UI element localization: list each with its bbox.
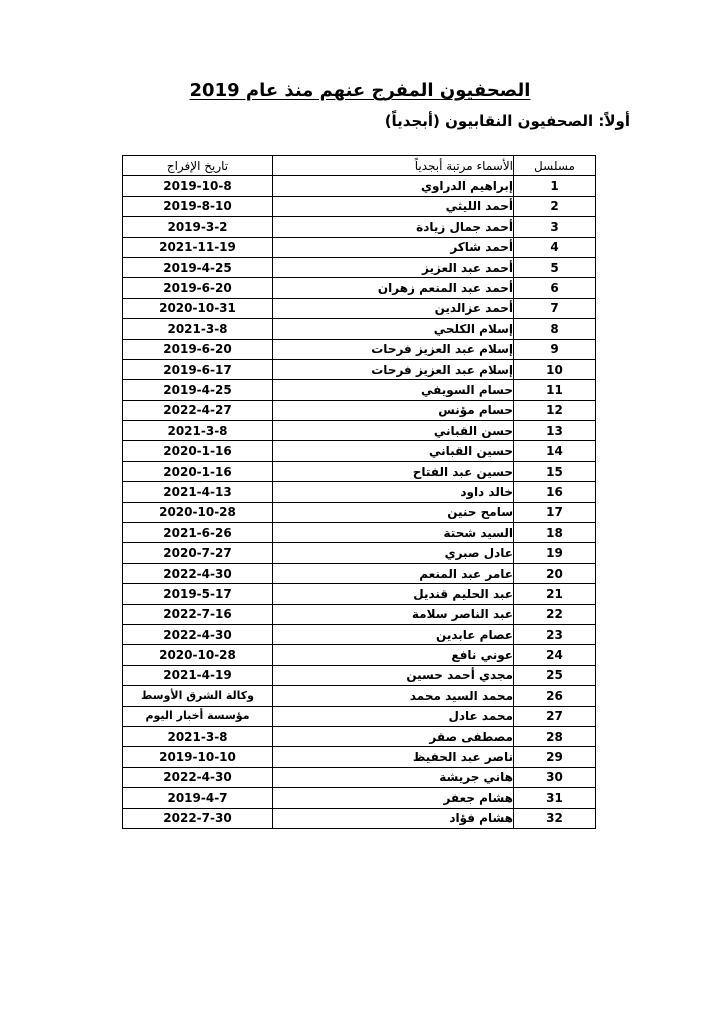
serial-cell: 18 (514, 523, 596, 543)
name-cell: حسن القباني (273, 421, 514, 441)
table-row (123, 767, 596, 787)
serial-cell: 28 (514, 726, 596, 746)
release-date-cell: 2021-3-8 (123, 421, 273, 441)
name-cell: ناصر عبد الحفيظ (273, 747, 514, 767)
release-date-cell: 2019-8-10 (123, 196, 273, 216)
table-row (123, 523, 596, 543)
name-cell: أحمد عزالدين (273, 298, 514, 318)
name-cell: حسام السويفي (273, 380, 514, 400)
serial-cell: 21 (514, 584, 596, 604)
table-row (123, 604, 596, 624)
table-row (123, 278, 596, 298)
release-date-cell: 2020-10-28 (123, 502, 273, 522)
release-date-cell: 2021-3-8 (123, 726, 273, 746)
page-title-text: الصحفيون المفرج عنهم منذ عام 2019 (189, 80, 531, 101)
name-cell: عبد الناصر سلامة (273, 604, 514, 624)
release-date-cell: 2022-4-27 (123, 400, 273, 420)
header-name: الأسماء مرتبة أبجدياً (273, 156, 514, 176)
name-cell: إسلام الكلحي (273, 319, 514, 339)
release-date-cell: 2021-4-13 (123, 482, 273, 502)
serial-cell: 32 (514, 808, 596, 828)
name-cell: خالد داود (273, 482, 514, 502)
release-date-cell: 2022-4-30 (123, 624, 273, 644)
serial-cell: 25 (514, 665, 596, 685)
name-cell: عامر عبد المنعم (273, 563, 514, 583)
table-row (123, 706, 596, 726)
table-row (123, 176, 596, 196)
release-date-cell: 2021-11-19 (123, 237, 273, 257)
release-date-cell: 2019-4-25 (123, 380, 273, 400)
release-date-cell: 2019-3-2 (123, 217, 273, 237)
serial-cell: 7 (514, 298, 596, 318)
release-date-cell: 2020-10-31 (123, 298, 273, 318)
table-row (123, 441, 596, 461)
serial-cell: 26 (514, 686, 596, 706)
section-subtitle: أولاً: الصحفيون النقابيون (أبجدياً) (384, 112, 630, 130)
header-release-date: تاريخ الإفراج (123, 156, 273, 176)
release-date-cell: مؤسسة أخبار اليوم (123, 706, 273, 726)
table-row (123, 624, 596, 644)
table-row (123, 380, 596, 400)
name-cell: محمد عادل (273, 706, 514, 726)
name-cell: هاني جريشة (273, 767, 514, 787)
serial-cell: 15 (514, 461, 596, 481)
serial-cell: 16 (514, 482, 596, 502)
serial-cell: 31 (514, 788, 596, 808)
release-date-cell: 2021-3-8 (123, 319, 273, 339)
name-cell: عوني نافع (273, 645, 514, 665)
table-row (123, 257, 596, 277)
serial-cell: 5 (514, 257, 596, 277)
release-date-cell: 2020-7-27 (123, 543, 273, 563)
serial-cell: 12 (514, 400, 596, 420)
name-cell: حسين عبد الفتاح (273, 461, 514, 481)
release-date-cell: 2019-6-17 (123, 359, 273, 379)
serial-cell: 6 (514, 278, 596, 298)
serial-cell: 2 (514, 196, 596, 216)
table-body (123, 176, 596, 829)
serial-cell: 4 (514, 237, 596, 257)
serial-cell: 29 (514, 747, 596, 767)
page-title (0, 80, 720, 101)
table-row (123, 217, 596, 237)
table-row (123, 400, 596, 420)
serial-cell: 20 (514, 563, 596, 583)
release-date-cell: 2021-6-26 (123, 523, 273, 543)
release-date-cell: 2019-6-20 (123, 339, 273, 359)
serial-cell: 23 (514, 624, 596, 644)
table-row (123, 808, 596, 828)
release-date-cell: 2019-10-8 (123, 176, 273, 196)
table-header-row (123, 156, 596, 176)
name-cell: إسلام عبد العزيز فرحات (273, 339, 514, 359)
serial-cell: 17 (514, 502, 596, 522)
name-cell: أحمد شاكر (273, 237, 514, 257)
table-row (123, 502, 596, 522)
table-row (123, 421, 596, 441)
release-date-cell: 2020-1-16 (123, 461, 273, 481)
serial-cell: 9 (514, 339, 596, 359)
name-cell: حسين القباني (273, 441, 514, 461)
release-date-cell: 2019-6-20 (123, 278, 273, 298)
serial-cell: 3 (514, 217, 596, 237)
table-row (123, 747, 596, 767)
name-cell: هشام فؤاد (273, 808, 514, 828)
table-row (123, 359, 596, 379)
release-date-cell: 2022-7-16 (123, 604, 273, 624)
table-row (123, 726, 596, 746)
release-date-cell: 2022-7-30 (123, 808, 273, 828)
release-date-cell: 2022-4-30 (123, 563, 273, 583)
name-cell: إسلام عبد العزيز فرحات (273, 359, 514, 379)
name-cell: أحمد عبد العزيز (273, 257, 514, 277)
table-row (123, 461, 596, 481)
name-cell: حسام مؤنس (273, 400, 514, 420)
release-date-cell: 2021-4-19 (123, 665, 273, 685)
table-row (123, 645, 596, 665)
release-date-cell: 2020-1-16 (123, 441, 273, 461)
name-cell: إبراهيم الدراوي (273, 176, 514, 196)
table-row (123, 563, 596, 583)
serial-cell: 8 (514, 319, 596, 339)
serial-cell: 27 (514, 706, 596, 726)
release-date-cell: 2019-4-7 (123, 788, 273, 808)
table-row (123, 237, 596, 257)
table-row (123, 482, 596, 502)
release-date-cell: 2019-5-17 (123, 584, 273, 604)
name-cell: هشام جعفر (273, 788, 514, 808)
table-row (123, 584, 596, 604)
name-cell: محمد السيد محمد (273, 686, 514, 706)
serial-cell: 10 (514, 359, 596, 379)
serial-cell: 22 (514, 604, 596, 624)
journalists-table (122, 155, 596, 829)
name-cell: عبد الحليم قنديل (273, 584, 514, 604)
serial-cell: 1 (514, 176, 596, 196)
release-date-cell: 2019-4-25 (123, 257, 273, 277)
release-date-cell: وكالة الشرق الأوسط (123, 686, 273, 706)
serial-cell: 11 (514, 380, 596, 400)
name-cell: أحمد عبد المنعم زهران (273, 278, 514, 298)
name-cell: أحمد الليثي (273, 196, 514, 216)
header-serial: مسلسل (514, 156, 596, 176)
name-cell: عصام عابدين (273, 624, 514, 644)
release-date-cell: 2022-4-30 (123, 767, 273, 787)
name-cell: عادل صبري (273, 543, 514, 563)
table-row (123, 339, 596, 359)
serial-cell: 14 (514, 441, 596, 461)
serial-cell: 19 (514, 543, 596, 563)
table-row (123, 196, 596, 216)
name-cell: مجدي أحمد حسين (273, 665, 514, 685)
serial-cell: 30 (514, 767, 596, 787)
serial-cell: 13 (514, 421, 596, 441)
name-cell: السيد شحتة (273, 523, 514, 543)
release-date-cell: 2019-10-10 (123, 747, 273, 767)
table-row (123, 686, 596, 706)
name-cell: سامح حنين (273, 502, 514, 522)
release-date-cell: 2020-10-28 (123, 645, 273, 665)
table-row (123, 665, 596, 685)
table-row (123, 298, 596, 318)
name-cell: أحمد جمال زيادة (273, 217, 514, 237)
table-row (123, 788, 596, 808)
table-row (123, 319, 596, 339)
serial-cell: 24 (514, 645, 596, 665)
name-cell: مصطفى صقر (273, 726, 514, 746)
table-row (123, 543, 596, 563)
